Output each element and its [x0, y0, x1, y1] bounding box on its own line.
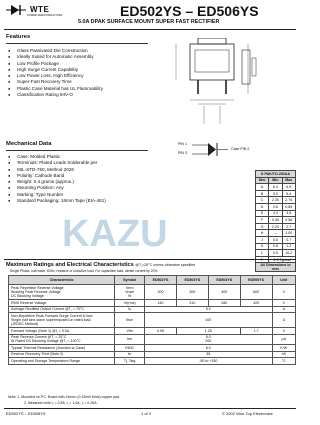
- ratings-cell: V: [272, 328, 295, 334]
- ratings-header: Unit: [272, 276, 295, 285]
- dimension-cell: 0.6: [269, 203, 282, 210]
- dimension-row: [256, 197, 296, 204]
- features-title: Features: [6, 34, 31, 40]
- dimension-cell: 0.89: [282, 203, 295, 210]
- ratings-cell: µA: [272, 334, 295, 345]
- header-divider: [4, 29, 296, 30]
- ratings-cell: -50 to +150: [145, 358, 273, 364]
- ratings-header: ED502YS: [145, 276, 177, 285]
- ratings-cell: Typical Thermal Resistance (Junction to Case): [9, 345, 115, 351]
- list-item: ● Mounting Position: Any: [8, 185, 106, 191]
- dimension-cell: J: [256, 236, 269, 243]
- dimension-row: [256, 190, 296, 197]
- dimension-row: [256, 184, 296, 191]
- dimension-header: Dim: [256, 177, 269, 184]
- ratings-cell: Io: [115, 306, 145, 312]
- note-1: Note: 1. Mounted on P.C. Board with 14mm² (0.13mm thick) copper pad.: [8, 395, 120, 399]
- footer-divider: [4, 408, 296, 409]
- ratings-cell: Ifsm: [115, 312, 145, 327]
- ratings-cell: 200: [145, 285, 177, 300]
- note-2: 2. Measured with I⁁ = 0.5A, I⁁ = 1.0A, I⁁ = 0.25A.: [24, 401, 98, 405]
- ratings-cell: Operating and Storage Temperature Range: [9, 358, 115, 364]
- dimension-cell: 0.8: [269, 243, 282, 250]
- dimension-row: [256, 223, 296, 230]
- dimension-cell: 5.4: [282, 190, 295, 197]
- ratings-cell: 140: [145, 300, 177, 306]
- dimension-cell: 5.0: [269, 190, 282, 197]
- pin1-label: PIN 1: [178, 142, 187, 146]
- dimension-row: [256, 236, 296, 243]
- dimension-table-title: D PAK/TO-252AA: [256, 171, 296, 178]
- list-item: ● Marking: Type Number: [8, 192, 106, 198]
- dimension-row: [256, 203, 296, 210]
- watermark-logo: [60, 216, 235, 250]
- ratings-cell: Irm: [115, 334, 145, 345]
- pin-symbol-diagram: [178, 140, 248, 162]
- dimension-row: [256, 250, 296, 257]
- dimension-cell: C: [256, 197, 269, 204]
- ratings-cell: 6.0: [145, 345, 273, 351]
- ratings-cell: V: [272, 285, 295, 300]
- dimension-cell: —: [269, 230, 282, 237]
- ratings-cell: Reverse Recovery Time (Note 2): [9, 351, 115, 357]
- ratings-cell: A: [272, 306, 295, 312]
- table-row: [9, 358, 296, 364]
- mechanical-list: [8, 154, 106, 204]
- ratings-cell: 5.0: [145, 306, 273, 312]
- ratings-cell: 35: [145, 351, 273, 357]
- dimension-cell: 9.5: [269, 250, 282, 257]
- ratings-cell: 210: [176, 300, 208, 306]
- list-item: ● Case: Molded Plastic: [8, 154, 106, 160]
- dimension-cell: 2.35: [269, 197, 282, 204]
- ratings-cell: 420: [240, 300, 272, 306]
- list-item: [8, 92, 103, 98]
- dimension-table: [255, 170, 296, 272]
- ratings-title: [6, 262, 195, 268]
- case-pin-label: Case PIN 2: [231, 147, 250, 151]
- list-item: ● Super-Fast Recovery Time: [8, 79, 103, 85]
- dimension-cell: 0.58: [282, 217, 295, 224]
- ratings-cell: Peak Repetitive Reverse Voltage Working Peak Reverse Voltage DC Blocking Voltage: [9, 285, 115, 300]
- footer-page: 1 of 2: [141, 411, 152, 416]
- package-outline-diagram: [168, 38, 272, 132]
- list-item: ● Polarity: Cathode Band: [8, 173, 106, 179]
- ratings-cell: K/W: [272, 345, 295, 351]
- dimension-cell: F: [256, 217, 269, 224]
- ratings-header: Characteristic: [9, 276, 115, 285]
- mechanical-title: Mechanical Data: [6, 141, 52, 147]
- logo-subtext: POWER SEMICONDUCTORS: [27, 14, 63, 17]
- list-item-continuation: Classification Rating 94V-O: [17, 92, 73, 98]
- dimension-header: Max: [282, 177, 295, 184]
- dimension-cell: 2.75: [282, 197, 295, 204]
- page-subtitle: 5.0A DPAK SURFACE MOUNT SUPER FAST RECTIFIER: [78, 19, 220, 25]
- dimension-cell: G: [256, 223, 269, 230]
- dimension-cell: B: [256, 190, 269, 197]
- list-item: ● Low Profile Package: [8, 61, 103, 67]
- ratings-cell: 0.95: [145, 328, 177, 334]
- ratings-cell: Non-Repetitive Peak Forward Surge Current 8.3ms Single half sine-wave superimposed on rated load (JEDEC Method): [9, 312, 115, 327]
- features-list: [8, 48, 103, 98]
- dimension-cell: 2.7: [282, 223, 295, 230]
- ratings-cell: nS: [272, 351, 295, 357]
- page-title: ED502YS – ED506YS: [120, 3, 259, 19]
- ratings-cell: 100: [145, 312, 273, 327]
- ratings-cell: V: [272, 300, 295, 306]
- ratings-header: ED504YS: [208, 276, 240, 285]
- ratings-cell: Forward Voltage (Note 1) @I⁁ = 5.0A: [9, 328, 115, 334]
- ratings-cell: 1.7: [240, 328, 272, 334]
- dimension-cell: L: [256, 250, 269, 257]
- watermark-text: KAZU: [62, 216, 168, 250]
- list-item: ● High Surge Current Capability: [8, 67, 103, 73]
- dimension-row: [256, 217, 296, 224]
- list-item: ● Terminals: Plated Leads Solderable per: [8, 160, 106, 166]
- dimension-cell: 10.2: [282, 250, 295, 257]
- dimension-cell: 4.6: [282, 210, 295, 217]
- list-item: ● Standard Packaging: 16mm Tape (EIA-481): [8, 198, 106, 204]
- ratings-cell: Vr(rms): [115, 300, 145, 306]
- dimension-cell: H: [256, 230, 269, 237]
- dimension-cell: 6.4: [269, 184, 282, 191]
- dimension-row: [256, 230, 296, 237]
- dimension-cell: 6.9: [282, 184, 295, 191]
- ratings-header: Symbol: [115, 276, 145, 285]
- ratings-cell: Average Rectified Output Current @T⁁ = 75°C: [9, 306, 115, 312]
- list-item: ● Plastic Case Material has UL Flammability: [8, 86, 103, 92]
- ratings-cell: Tj, Tstg: [115, 358, 145, 364]
- dimension-cell: K: [256, 243, 269, 250]
- dimension-cell: 1.00: [282, 230, 295, 237]
- dimension-header: Min: [269, 177, 282, 184]
- ratings-cell: 1.25: [176, 328, 240, 334]
- features-rule: [6, 43, 148, 44]
- list-item: ● Low Power Loss, High Efficiency: [8, 73, 103, 79]
- dimension-cell: A: [256, 184, 269, 191]
- ratings-cell: A: [272, 312, 295, 327]
- dimension-cell: 4.4: [269, 210, 282, 217]
- logo-text: WTE: [30, 5, 50, 14]
- ratings-divider: [4, 259, 296, 260]
- dimension-cell: 0.7: [282, 236, 295, 243]
- ratings-title-main: Maximum Ratings and Electrical Characteristics: [6, 262, 134, 268]
- dimension-cell: D: [256, 203, 269, 210]
- ratings-cell: Vfm: [115, 328, 145, 334]
- dimension-cell: 1.2: [282, 243, 295, 250]
- list-item-continuation: MIL-STD-750, Method 2026: [17, 166, 74, 172]
- ratings-cell: 280: [208, 300, 240, 306]
- table-row: [9, 312, 296, 327]
- ratings-cell: 400: [208, 285, 240, 300]
- dimension-cell: 0.45: [269, 217, 282, 224]
- ratings-cell: °C: [272, 358, 295, 364]
- ratings-conditions: Single Phase, half wave, 60Hz, resistive or inductive load. For capacitive load, derate current by 20%.: [10, 269, 159, 273]
- dimension-table-footer: All Dimensions in mm: [256, 263, 296, 272]
- ratings-title-suffix: @T⁁=25°C unless otherwise specified: [135, 263, 196, 267]
- ratings-table: [8, 275, 296, 365]
- dimension-row: [256, 210, 296, 217]
- table-row: [9, 285, 296, 300]
- dimension-cell: 2.20: [269, 223, 282, 230]
- ratings-cell: 300: [176, 285, 208, 300]
- ratings-header: ED503YS: [176, 276, 208, 285]
- ratings-cell: trr: [115, 351, 145, 357]
- ratings-cell: RθJC: [115, 345, 145, 351]
- dimension-cell: 0.5: [269, 236, 282, 243]
- ratings-cell: 600: [240, 285, 272, 300]
- list-item: ● Glass Passivated Die Construction: [8, 48, 103, 54]
- ratings-cell: RMS Reverse Voltage: [9, 300, 115, 306]
- list-item: ● Ideally Suited for Automatic Assembly: [8, 54, 103, 60]
- mechanical-rule: [6, 150, 148, 151]
- ratings-header: ED506YS: [240, 276, 272, 285]
- footer-right: © 2002 Won-Top Electronics: [222, 411, 273, 416]
- ratings-cell: 5.0 200: [145, 334, 273, 345]
- dimension-row: [256, 243, 296, 250]
- wte-logo-icon: [6, 4, 26, 16]
- pin3-label: PIN 3: [178, 151, 187, 155]
- footer-left: ED502YS – ED506YS: [6, 411, 46, 416]
- table-row: [9, 334, 296, 345]
- dimension-cell: E: [256, 210, 269, 217]
- list-item: ● Weight: 0.4 grams (approx.): [8, 179, 106, 185]
- ratings-cell: Vrrm Vrwm Vr: [115, 285, 145, 300]
- ratings-cell: Peak Reverse Current @T⁁ = 25°C At Rated DC Blocking Voltage @T⁁ = 100°C: [9, 334, 115, 345]
